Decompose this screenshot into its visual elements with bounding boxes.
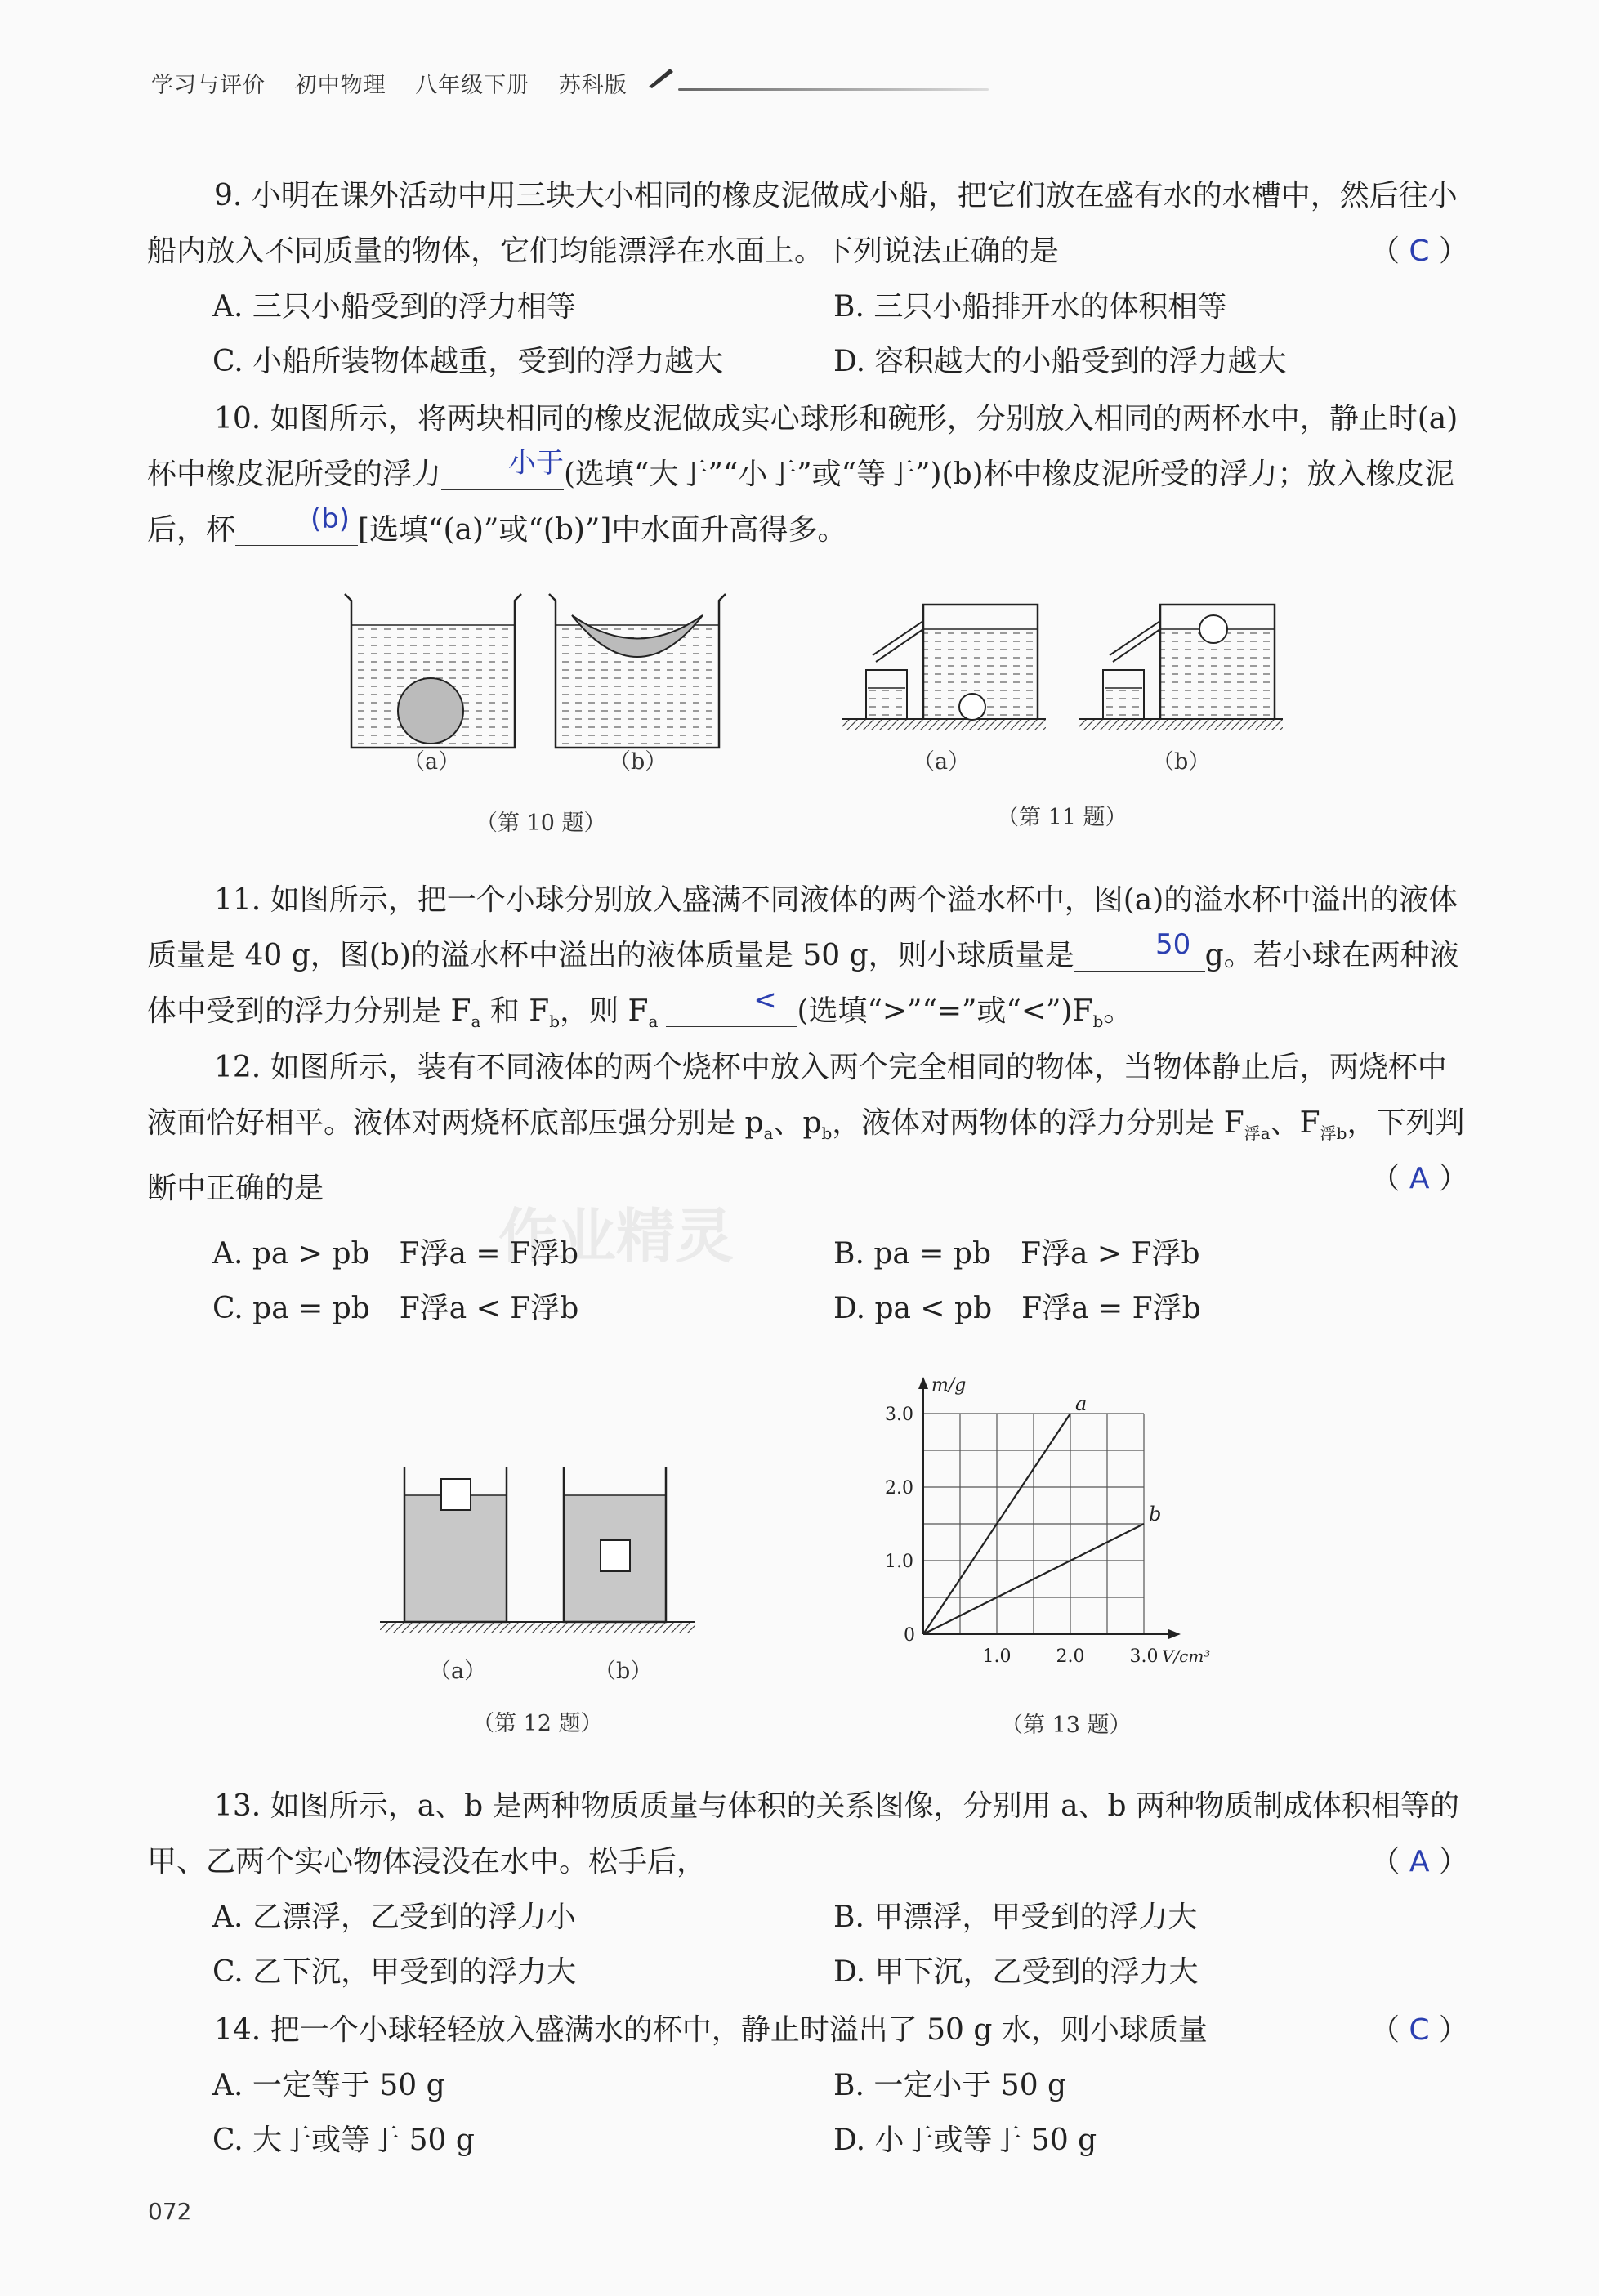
q11-blank-2: [666, 984, 797, 1027]
question-10: [147, 391, 1468, 558]
q13-option-b: B. 甲漂浮，甲受到的浮力大: [833, 1901, 1198, 1934]
figure-13-chart: [874, 1365, 1258, 1683]
figure-12: [380, 1458, 707, 1646]
beaker-b: [549, 594, 726, 748]
fig10-label-b: （b）: [609, 749, 668, 775]
q13-text: 13. 如图所示，a、b 是两种物质质量与体积的关系图像，分别用 a、b 两种物质制成体积相等的甲、乙两个实心物体浸没在水中。松手后，: [147, 1789, 1460, 1878]
ball-a: [959, 694, 985, 720]
x-axis-label: V/cm³: [1162, 1646, 1211, 1666]
q10-answer-2: (b): [310, 503, 351, 535]
y-tick-label: 1.0: [885, 1552, 913, 1572]
overflow-cup-b: [1079, 605, 1283, 730]
q14-option-d: D. 小于或等于 50 g: [833, 2124, 1097, 2157]
x-tick-label: 1.0: [982, 1646, 1012, 1667]
q10-text-1: 10. 如图所示，将两块相同的橡皮泥做成实心球形和碗形，分别放入相同的两杯水中，静止时(a)杯中橡皮泥所受的浮力: [147, 402, 1458, 491]
q11-and: 和 F: [480, 994, 550, 1028]
q12-option-d: D. pa < pb F浮a = F浮b: [833, 1292, 1201, 1326]
series-label-b: b: [1149, 1503, 1162, 1525]
header-series: 学习与评价: [151, 73, 266, 98]
q11-sub-a2: a: [648, 1012, 659, 1032]
y-axis-label: m/g: [931, 1375, 967, 1396]
q11-text-1: 11. 如图所示，把一个小球分别放入盛满不同液体的两个溢水杯中，图(a)的溢水杯中溢出的液体质量是 40 g，图(b)的溢水杯中溢出的液体质量是 50 g，则小球质量是: [147, 883, 1458, 972]
q14-text: 14. 把一个小球轻轻放入盛满水的杯中，静止时溢出了 50 g 水，则小球质量: [214, 2013, 1208, 2047]
q10-text-2: (选填“大于”“小于”或“等于”)(b)杯中橡皮泥所受的浮力；放入橡皮泥后，杯: [147, 458, 1454, 547]
fig11-caption: （第 11 题）: [997, 805, 1128, 830]
y-tick-label: 3.0: [885, 1405, 913, 1425]
q11-sub-b: b: [549, 1012, 561, 1032]
q11-answer-2: <: [753, 984, 777, 1016]
q9-option-b: B. 三只小船排开水的体积相等: [833, 290, 1227, 324]
q13-answer: A: [1409, 1845, 1430, 1878]
origin-label: 0: [904, 1625, 915, 1646]
ball-b: [1199, 615, 1227, 643]
x-tick-label: 2.0: [1056, 1646, 1085, 1667]
q14-option-b: B. 一定小于 50 g: [833, 2069, 1067, 2102]
q12-option-b: B. pa = pb F浮a > F浮b: [833, 1237, 1200, 1271]
q9-answer: C: [1409, 235, 1430, 268]
question-12: 12. 如图所示，装有不同液体的两个烧杯中放入两个完全相同的物体，当物体静止后，两烧杯中液面恰好相平。液体对两烧杯底部压强分别是 $p_a$、$p_b$，液体对两物体的浮力分别是 $F_{浮a}$、$F_{浮b}$，下列判断中正确的是 （ A ） A. pa > pb F浮a = F浮b B. pa = pb F浮a > F浮b C. pa = pb F浮a < F浮b D. pa < pb F浮a = F浮b: [147, 1040, 1468, 1336]
fig12-caption: （第 12 题）: [472, 1711, 603, 1736]
x-tick-label: 3.0: [1129, 1646, 1159, 1667]
q14-option-c: C. 大于或等于 50 g: [212, 2124, 475, 2157]
block-b: [601, 1540, 630, 1571]
header-grade: 八年级下册: [415, 73, 530, 98]
watermark: 作业精灵: [498, 1202, 735, 1271]
q12-option-c: C. pa = pb F浮a < F浮b: [212, 1292, 579, 1326]
block-a: [441, 1479, 471, 1510]
figure-10: [343, 592, 735, 788]
beaker-12b: [564, 1467, 666, 1622]
fig10-label-a: （a）: [403, 749, 461, 775]
q11-blank-1: [1074, 928, 1205, 972]
q11-sub-a: a: [471, 1012, 481, 1032]
overflow-cup-a: [842, 605, 1046, 730]
fig11-label-b: （b）: [1152, 749, 1211, 775]
x-axis-arrow: [1168, 1629, 1181, 1639]
q11-text-2: g。若小球在两种液体中受到的浮力分别是 F: [147, 939, 1459, 1028]
question-14: 14. 把一个小球轻轻放入盛满水的杯中，静止时溢出了 50 g 水，则小球质量 （ C ） A. 一定等于 50 g B. 一定小于 50 g C. 大于或等于 50 g D. 小于或等于 50 g: [147, 2003, 1468, 2168]
y-axis-arrow: [918, 1377, 928, 1389]
header-subject: 初中物理: [294, 73, 386, 98]
fig10-caption: （第 10 题）: [476, 811, 606, 836]
q10-answer-1: 小于: [508, 447, 565, 480]
fig12-label-b: （b）: [594, 1659, 653, 1684]
clay-sphere: [398, 678, 463, 744]
page-header: [151, 67, 649, 99]
question-13: 13. 如图所示，a、b 是两种物质质量与体积的关系图像，分别用 a、b 两种物质制成体积相等的甲、乙两个实心物体浸没在水中。松手后， （ A ） A. 乙漂浮，乙受到的浮力小 B. 甲漂浮，甲受到的浮力大 C. 乙下沉，甲受到的浮力大 D. 甲下沉，乙受到的浮力大: [147, 1779, 1468, 1999]
header-edition: 苏科版: [558, 73, 628, 98]
q10-text-3: [选填“(a)”或“(b)”]中水面升高得多。: [358, 513, 847, 547]
q14-answer: C: [1409, 2013, 1430, 2047]
q11-then: ，则 F: [560, 994, 649, 1028]
q12-answer: A: [1409, 1162, 1430, 1195]
q9-text: 9. 小明在课外活动中用三块大小相同的橡皮泥做成小船，把它们放在盛有水的水槽中，然后往小船内放入不同质量的物体，它们均能漂浮在水面上。下列说法正确的是: [147, 179, 1458, 268]
q13-option-c: C. 乙下沉，甲受到的浮力大: [212, 1955, 577, 1989]
beaker-a: [345, 594, 521, 748]
q13-option-d: D. 甲下沉，乙受到的浮力大: [833, 1955, 1199, 1989]
q11-text-3: (选填“>”“=”或“<”)F: [797, 994, 1093, 1028]
q12-option-a: A. pa > pb F浮a = F浮b: [212, 1237, 579, 1271]
q11-answer-1: 50: [1155, 928, 1191, 961]
q11-sub-b2: b: [1092, 1012, 1104, 1032]
pencil-icon: [645, 65, 678, 90]
q10-blank-1: [441, 447, 565, 490]
page-number: 072: [148, 2198, 192, 2225]
fig11-label-a: （a）: [913, 749, 971, 775]
q9-option-d: D. 容积越大的小船受到的浮力越大: [833, 345, 1287, 378]
q11-end: 。: [1103, 994, 1133, 1028]
q14-option-a: A. 一定等于 50 g: [212, 2069, 445, 2102]
question-11: [147, 873, 1468, 1049]
q13-option-a: A. 乙漂浮，乙受到的浮力小: [212, 1901, 576, 1934]
series-label-a: a: [1075, 1392, 1088, 1415]
question-9: 9. 小明在课外活动中用三块大小相同的橡皮泥做成小船，把它们放在盛有水的水槽中，然后往小船内放入不同质量的物体，它们均能漂浮在水面上。下列说法正确的是 （ C ） A. 三只小船受到的浮力相等 B. 三只小船排开水的体积相等 C. 小船所装物体越重，受到的浮力越大 D. 容积越大的小船受到的浮力越大: [147, 168, 1468, 389]
y-tick-label: 2.0: [885, 1478, 913, 1499]
q9-option-c: C. 小船所装物体越重，受到的浮力越大: [212, 345, 724, 378]
q9-option-a: A. 三只小船受到的浮力相等: [212, 290, 576, 324]
q10-blank-2: [235, 503, 358, 546]
header-divider: [678, 88, 989, 91]
q12-text: 12. 如图所示，装有不同液体的两个烧杯中放入两个完全相同的物体，当物体静止后，两烧杯中液面恰好相平。液体对两烧杯底部压强分别是 $p_a$、$p_b$，液体对两物体的浮力分别是 $F_{浮a}$、$F_{浮b}$，下列判断中正确的是: [147, 1051, 1465, 1206]
figure-11: [842, 596, 1283, 735]
fig13-caption: （第 13 题）: [1001, 1713, 1132, 1738]
beaker-12a: [404, 1467, 507, 1622]
fig12-label-a: （a）: [429, 1659, 487, 1684]
